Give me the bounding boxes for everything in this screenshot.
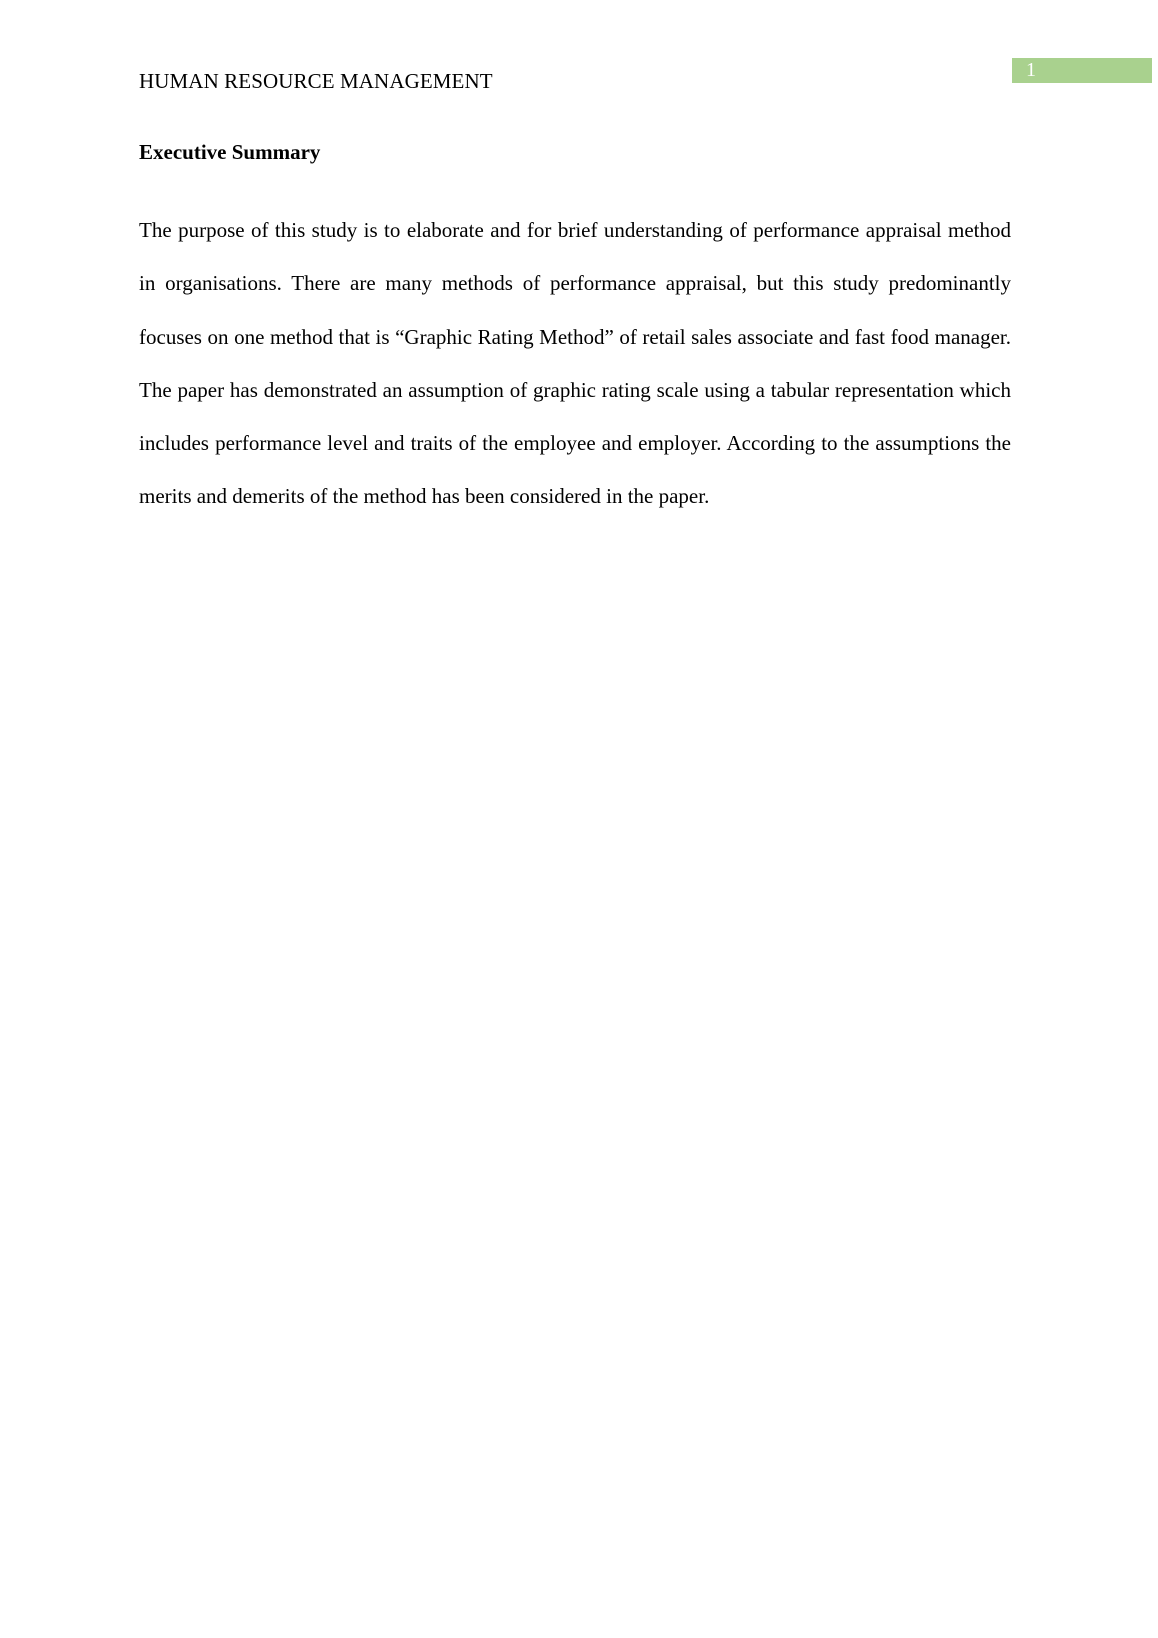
page-number-band [1012,58,1152,83]
section-heading: Executive Summary [139,140,321,164]
running-head: HUMAN RESOURCE MANAGEMENT [139,69,493,93]
page-number: 1 [1026,59,1036,81]
executive-summary-paragraph: The purpose of this study is to elaborate and for brief understanding of performance appraisal method in organisations. There are many methods of performance appraisal, but this study predominantly focuses on one method that is “Graphic Rating Method” of retail sales associate and fast food manager. The paper has demonstrated an assumption of graphic rating scale using a tabular representation which includes performance level and traits of the employee and employer. According to the assumptions the merits and demerits of the method has been considered in the paper. [139,218,1011,509]
